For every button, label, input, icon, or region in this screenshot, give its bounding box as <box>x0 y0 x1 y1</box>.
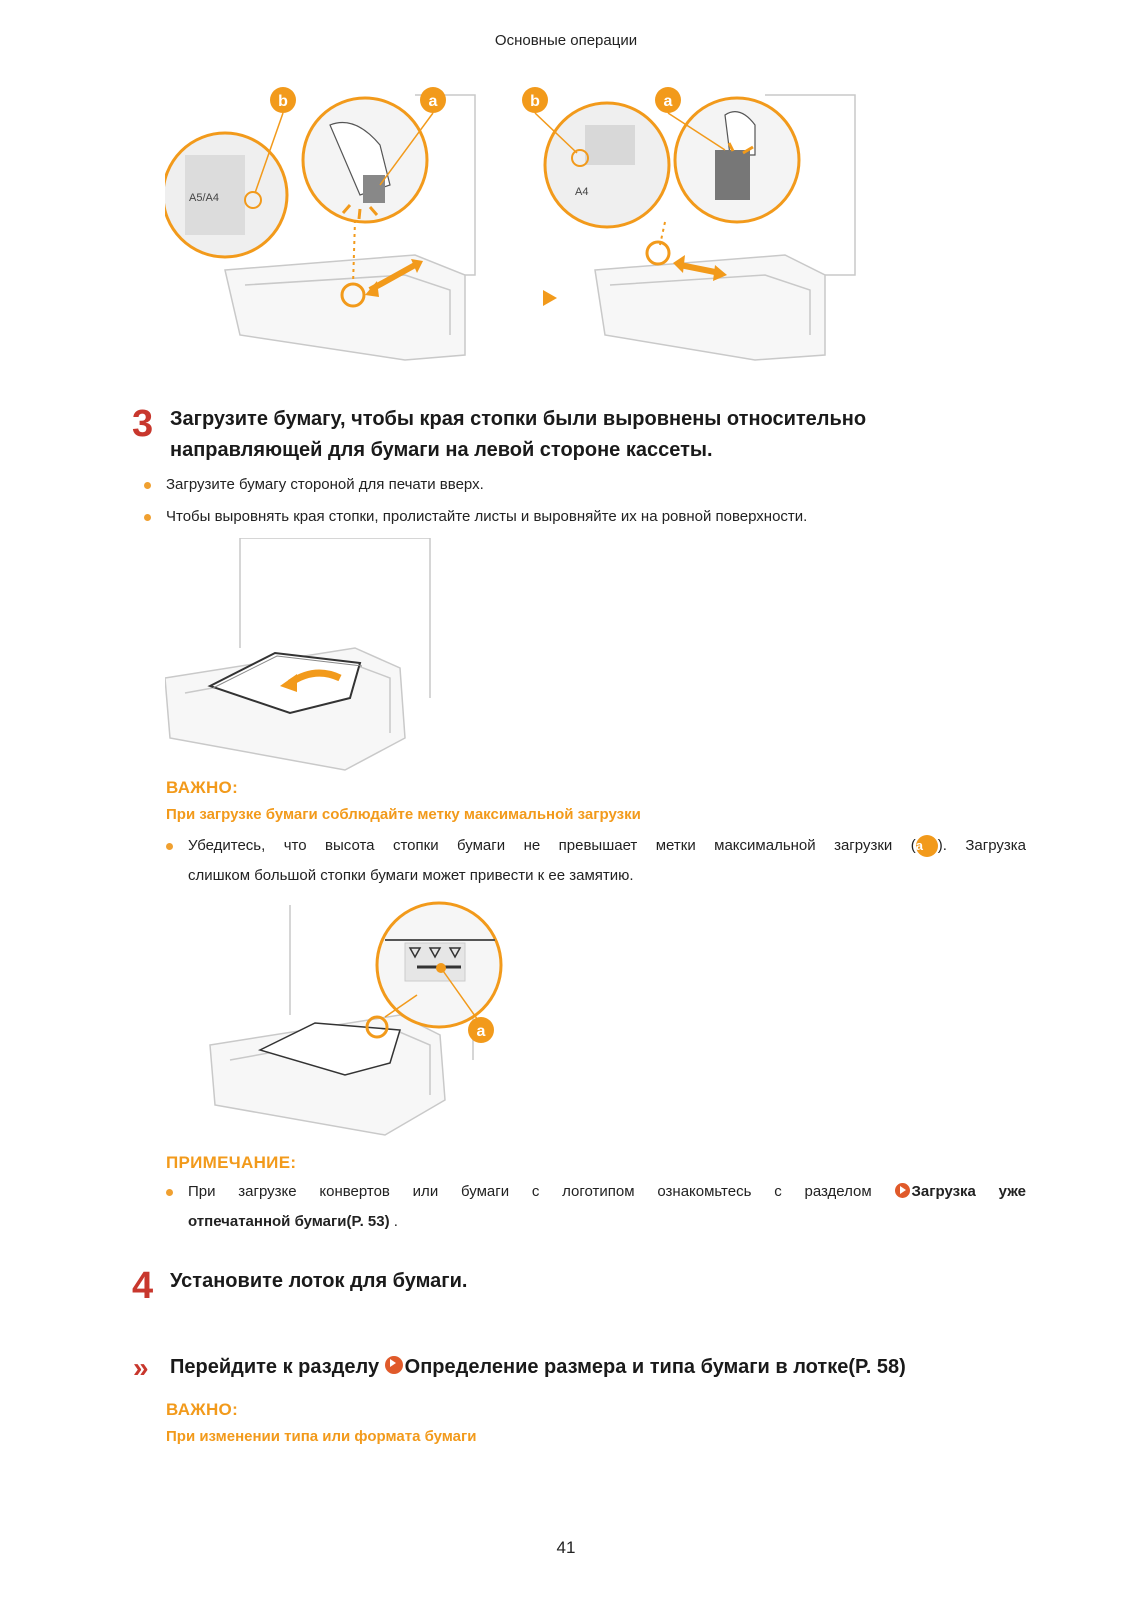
bullet-dot <box>144 514 151 521</box>
note-text: При загрузке конвертов или бумаги с логотипом ознакомьтесь с разделом <box>188 1183 872 1200</box>
note-line-2 <box>188 1207 1026 1237</box>
size-label-a5a4: A5/A4 <box>189 192 219 204</box>
goto-line <box>170 1352 906 1383</box>
callout-a-label: a <box>428 93 438 110</box>
preprinted-paper-link-text: Загрузка уже <box>911 1183 1026 1200</box>
goto-text: Перейдите к разделу <box>170 1356 380 1378</box>
note-tail: . <box>393 1213 398 1230</box>
link-arrow-icon <box>385 1356 403 1374</box>
bullet-dot <box>166 843 173 850</box>
step-3-bullet-2-text: Чтобы выровнять края стопки, пролистайте листы и выровняйте их на ровной поверхности. <box>166 508 808 525</box>
step-3-number: 3 <box>132 403 154 445</box>
important-bullet <box>188 831 1026 891</box>
size-label-a4: A4 <box>575 186 589 198</box>
note-bullet <box>188 1177 1026 1237</box>
bullet-dot <box>144 482 151 489</box>
step-3-bullet-1 <box>166 470 484 500</box>
step-3-bullet-1-text: Загрузите бумагу стороной для печати вверх. <box>166 476 484 493</box>
callout-b-label: b <box>278 93 288 110</box>
important-heading: При загрузке бумаги соблюдайте метку максимальной загрузки <box>166 806 641 823</box>
paper-loading-illustration <box>165 538 445 778</box>
preprinted-paper-link[interactable] <box>895 1183 1027 1200</box>
step-3-title-line-2: направляющей для бумаги на левой стороне кассеты. <box>170 439 713 461</box>
page-header-section: Основные операции <box>494 32 638 49</box>
important-text-part-2: ). Загрузка <box>937 837 1026 854</box>
bullet-dot <box>166 1189 173 1196</box>
paper-size-type-link-text: Определение размера и типа бумаги в лотке(P. 58) <box>404 1356 906 1378</box>
important-label: ВАЖНО: <box>166 778 239 797</box>
important-label-2: ВАЖНО: <box>166 1400 239 1419</box>
step-4-number: 4 <box>132 1265 154 1307</box>
important-bullet-line-2: слишком большой стопки бумаги может привести к ее замятию. <box>188 867 634 884</box>
step-3-title-line-1: Загрузите бумагу, чтобы края стопки были выровнены относительно <box>170 408 867 430</box>
guide-adjust-illustration <box>165 85 865 365</box>
callout-a-label-2: a <box>663 93 673 110</box>
important-bullet-line-1 <box>188 831 1026 861</box>
important-text-part-1: Убедитесь, что высота стопки бумаги не превышает метки максимальной загрузки ( <box>188 837 916 854</box>
important-heading-2: При изменении типа или формата бумаги <box>166 1428 477 1445</box>
max-load-mark-badge: a <box>916 835 938 857</box>
page-number: 41 <box>556 1538 576 1557</box>
link-arrow-icon <box>895 1183 910 1198</box>
callout-b-label-2: b <box>530 93 540 110</box>
paper-size-type-link[interactable] <box>385 1356 906 1378</box>
max-load-mark-illustration <box>205 895 505 1145</box>
step-4-title: Установите лоток для бумаги. <box>170 1270 468 1292</box>
note-line-1 <box>188 1177 1026 1207</box>
callout-a-label-3: a <box>476 1023 486 1040</box>
step-3-bullet-2 <box>166 502 807 532</box>
note-label: ПРИМЕЧАНИЕ: <box>166 1153 297 1172</box>
goto-chevron-icon: » <box>133 1352 149 1383</box>
preprinted-paper-link-continued[interactable]: отпечатанной бумаги(P. 53) <box>188 1213 390 1230</box>
